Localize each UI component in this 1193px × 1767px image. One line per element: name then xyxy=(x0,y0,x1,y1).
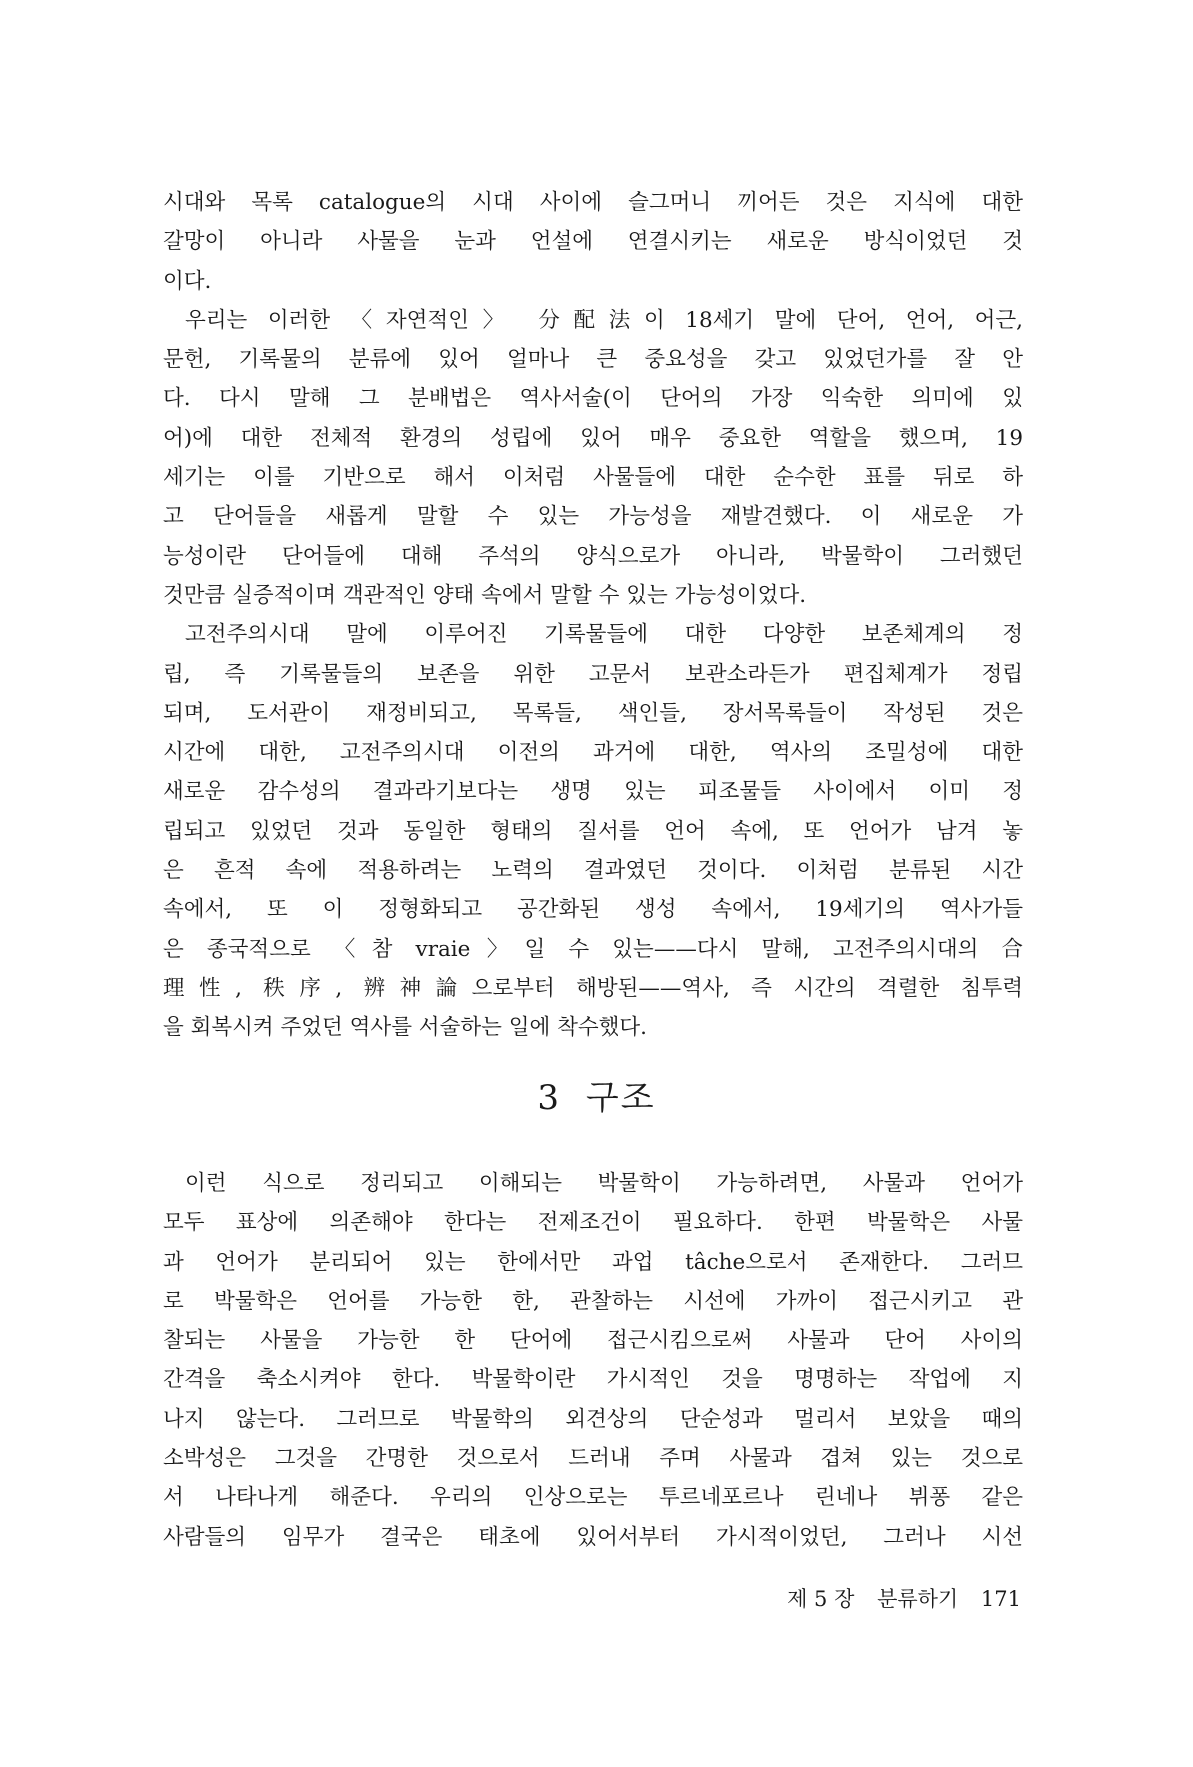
page-number: 171 xyxy=(980,1587,1021,1611)
text-line: 고전주의시대 말에 이루어진 기록물들에 대한 다양한 보존체계의 정 xyxy=(185,622,1023,648)
text-line: 우리는 이러한 〈자연적인〉 分配法이 18세기 말에 단어, 언어, 어근, xyxy=(185,307,1023,333)
text-line: 립되고 있었던 것과 동일한 형태의 질서를 언어 속에, 또 언어가 남겨 놓 xyxy=(163,818,1023,844)
text-line: 어)에 대한 전체적 환경의 성립에 있어 매우 중요한 역할을 했으며, 19 xyxy=(163,425,1023,451)
text-line: 모두 표상에 의존해야 한다는 전제조건이 필요하다. 한편 박물학은 사물 xyxy=(163,1210,1023,1236)
chapter-label: 제 5 장 xyxy=(787,1587,855,1611)
text-line: 이런 식으로 정리되고 이해되는 박물학이 가능하려면, 사물과 언어가 xyxy=(185,1171,1023,1196)
text-line: 세기는 이를 기반으로 해서 이처럼 사물들에 대한 순수한 표를 뒤로 하 xyxy=(163,465,1023,491)
text-line: 과 언어가 분리되어 있는 한에서만 과업 tâche으로서 존재한다. 그러므 xyxy=(163,1249,1023,1275)
text-line: 되며, 도서관이 재정비되고, 목록들, 색인들, 장서목록들이 작성된 것은 xyxy=(163,700,1023,726)
paragraph-1 xyxy=(163,183,1023,301)
text-line: 찰되는 사물을 가능한 한 단어에 접근시킴으로써 사물과 단어 사이의 xyxy=(163,1328,1023,1354)
text-line: 립, 즉 기록물들의 보존을 위한 고문서 보관소라든가 편집체계가 정립 xyxy=(163,661,1023,687)
paragraph-4 xyxy=(163,1164,1023,1557)
text-line: 이다. xyxy=(163,268,212,294)
page-footer xyxy=(771,1583,1021,1615)
text-line: 속에서, 또 이 정형화되고 공간화된 생성 속에서, 19세기의 역사가들 xyxy=(163,897,1023,923)
text-line: 간격을 축소시켜야 한다. 박물학이란 가시적인 것을 명명하는 작업에 지 xyxy=(163,1367,1023,1393)
text-line: 理性, 秩序, 辨神論으로부터 해방된——역사, 즉 시간의 격렬한 침투력 xyxy=(163,975,1023,1001)
section-heading xyxy=(0,1078,1193,1118)
text-line: 고 단어들을 새롭게 말할 수 있는 가능성을 재발견했다. 이 새로운 가 xyxy=(163,504,1023,530)
text-line: 소박성은 그것을 간명한 것으로서 드러내 주며 사물과 겹쳐 있는 것으로 xyxy=(163,1446,1023,1472)
text-line: 것만큼 실증적이며 객관적인 양태 속에서 말할 수 있는 가능성이었다. xyxy=(163,582,807,608)
text-line: 문헌, 기록물의 분류에 있어 얼마나 큰 중요성을 갖고 있었던가를 잘 안 xyxy=(163,347,1023,373)
chapter-title: 분류하기 xyxy=(877,1587,959,1611)
text-line: 을 회복시켜 주었던 역사를 서술하는 일에 착수했다. xyxy=(163,1015,647,1041)
text-line: 다. 다시 말해 그 분배법은 역사서술(이 단어의 가장 익숙한 의미에 있 xyxy=(163,386,1023,412)
text-line: 서 나타나게 해준다. 우리의 인상으로는 투르네포르나 린네나 뷔퐁 같은 xyxy=(163,1485,1023,1511)
text-body-bottom xyxy=(163,1164,1023,1557)
text-line: 능성이란 단어들에 대해 주석의 양식으로가 아니라, 박물학이 그러했던 xyxy=(163,543,1023,569)
text-line: 은 종국적으로 〈참 vraie〉일 수 있는——다시 말해, 고전주의시대의 合 xyxy=(163,936,1023,962)
text-line: 시간에 대한, 고전주의시대 이전의 과거에 대한, 역사의 조밀성에 대한 xyxy=(163,740,1023,766)
section-number: 3 xyxy=(537,1078,562,1118)
text-line: 갈망이 아니라 사물을 눈과 언설에 연결시키는 새로운 방식이었던 것 xyxy=(163,229,1023,255)
text-line: 사람들의 임무가 결국은 태초에 있어서부터 가시적이었던, 그러나 시선 xyxy=(163,1524,1023,1550)
text-line: 로 박물학은 언어를 가능한 한, 관찰하는 시선에 가까이 접근시키고 관 xyxy=(163,1288,1023,1314)
text-line: 은 흔적 속에 적용하려는 노력의 결과였던 것이다. 이처럼 분류된 시간 xyxy=(163,858,1023,884)
paragraph-3 xyxy=(163,615,1023,1047)
section-title: 구조 xyxy=(585,1078,656,1118)
text-body-top xyxy=(163,183,1023,1048)
text-line: 새로운 감수성의 결과라기보다는 생명 있는 피조물들 사이에서 이미 정 xyxy=(163,779,1023,805)
paragraph-2 xyxy=(163,301,1023,615)
text-line: 시대와 목록 catalogue의 시대 사이에 슬그머니 끼어든 것은 지식에 대한 xyxy=(163,190,1023,215)
text-line: 나지 않는다. 그러므로 박물학의 외견상의 단순성과 멀리서 보았을 때의 xyxy=(163,1406,1023,1432)
